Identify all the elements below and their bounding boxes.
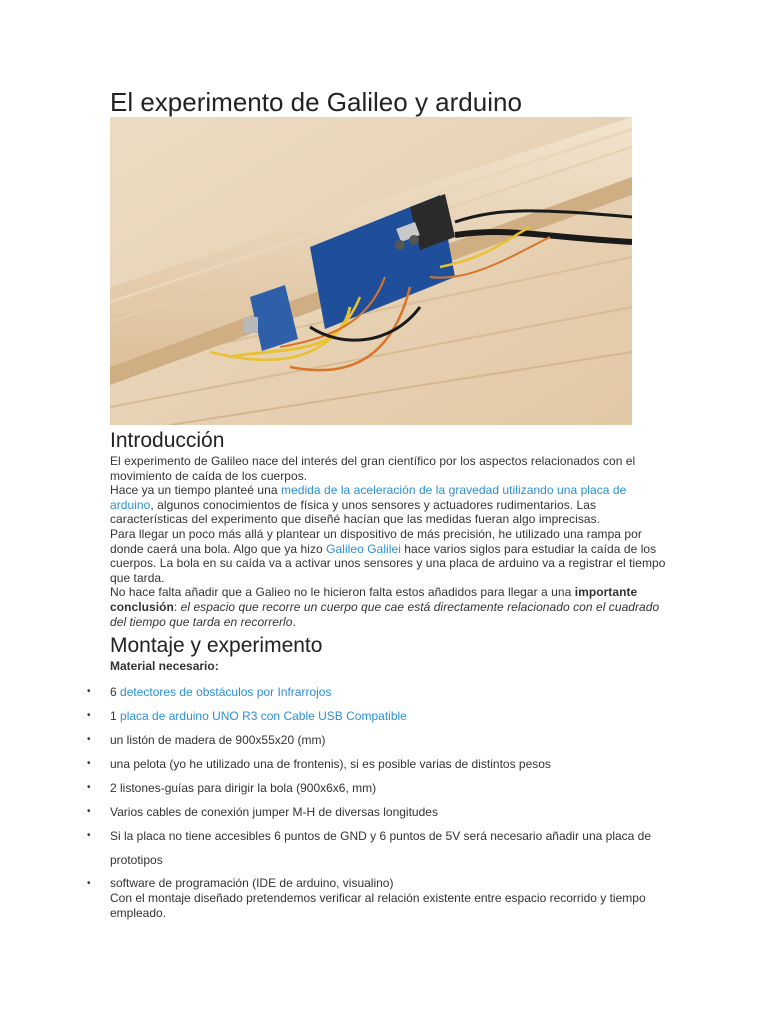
item-count: 1 <box>110 709 121 724</box>
arduino-ramp-photo <box>110 117 632 425</box>
page-title: El experimento de Galileo y arduino <box>110 87 522 117</box>
intro-p2-text-b: , algunos conocimientos de física y unos sensores y actuadores rudimentarios. Las características del experimento que diseñé hacían que las medidas fueran algo imprecisas. <box>110 497 601 527</box>
intro-paragraph-4 <box>110 585 670 629</box>
list-item <box>87 752 670 776</box>
list-item <box>87 800 670 824</box>
bullet-icon: • <box>87 686 91 698</box>
conclusion-quote: el espacio que recorre un cuerpo que cae está directamente relacionado con el cuadrado del tiempo que tarda en recorrerlo <box>110 599 660 629</box>
materials-list <box>87 680 670 921</box>
list-item <box>87 728 670 752</box>
intro-p3-text-b: hace varios siglos para estudiar la caída de los cuerpos. La bola en su caída va a activar unos sensores y una placa de arduino va a registrar el tiempo que tarda. <box>110 541 666 585</box>
intro-p4-colon: : <box>173 599 181 614</box>
gravity-measurement-link[interactable]: medida de la aceleración de la gravedad utilizando una placa de arduino <box>110 483 627 512</box>
intro-paragraph-2 <box>110 483 670 527</box>
item-text: un listón de madera de 900x55x20 (mm) <box>110 733 326 748</box>
intro-p3-text-a: Para llegar un poco más allá y plantear un dispositivo de más precisión, he utilizado una rampa por donde caerá una bola. Algo que ya hizo <box>110 526 642 556</box>
item-text: software de programación (IDE de arduino, visualino) <box>110 876 394 891</box>
list-item <box>87 824 670 872</box>
item-text: Si la placa no tiene accesibles 6 puntos de GND y 6 puntos de 5V será necesario añadir una placa de prototipos <box>110 829 652 868</box>
galileo-galilei-link[interactable]: Galileo Galilei <box>326 541 401 556</box>
item-text: 2 listones-guías para dirigir la bola (900x6x6, mm) <box>110 781 377 796</box>
bullet-icon: • <box>87 758 91 770</box>
list-item <box>87 876 670 921</box>
montaje-heading: Montaje y experimento <box>110 634 323 658</box>
ir-detectors-link[interactable]: detectores de obstáculos por Infrarrojos <box>120 685 332 700</box>
closing-text: Con el montaje diseñado pretendemos verificar al relación existente entre espacio recorrido y tiempo empleado. <box>110 891 646 921</box>
bullet-icon: • <box>87 782 91 794</box>
material-label: Material necesario: <box>110 659 219 674</box>
item-text: Varios cables de conexión jumper M-H de diversas longitudes <box>110 805 438 820</box>
intro-p2-text-a: Hace ya un tiempo planteé una <box>110 483 281 498</box>
intro-heading: Introducción <box>110 429 225 452</box>
intro-paragraph-3 <box>110 527 670 585</box>
item-text: una pelota (yo he utilizado una de frontenis), si es posible varias de distintos pesos <box>110 757 551 772</box>
list-item <box>87 680 670 704</box>
bullet-icon: • <box>87 710 91 722</box>
bullet-icon: • <box>87 878 91 890</box>
list-item <box>87 704 670 728</box>
intro-paragraph-1: El experimento de Galileo nace del interés del gran científico por los aspectos relacionados con el movimiento de caída de los cuerpos. <box>110 454 636 483</box>
list-item <box>87 776 670 800</box>
article <box>87 84 670 921</box>
bullet-icon: • <box>87 806 91 818</box>
intro-p4-end: . <box>292 614 296 629</box>
important-conclusion-bold: importante conclusión <box>110 585 638 614</box>
intro-p4-text-a: No hace falta añadir que a Galieo no le hicieron falta estos añadidos para llegar a una <box>110 585 575 600</box>
arduino-uno-link[interactable]: placa de arduino UNO R3 con Cable USB Compatible <box>120 709 407 724</box>
bullet-icon: • <box>87 830 91 842</box>
item-count: 6 <box>110 685 121 700</box>
bullet-icon: • <box>87 734 91 746</box>
